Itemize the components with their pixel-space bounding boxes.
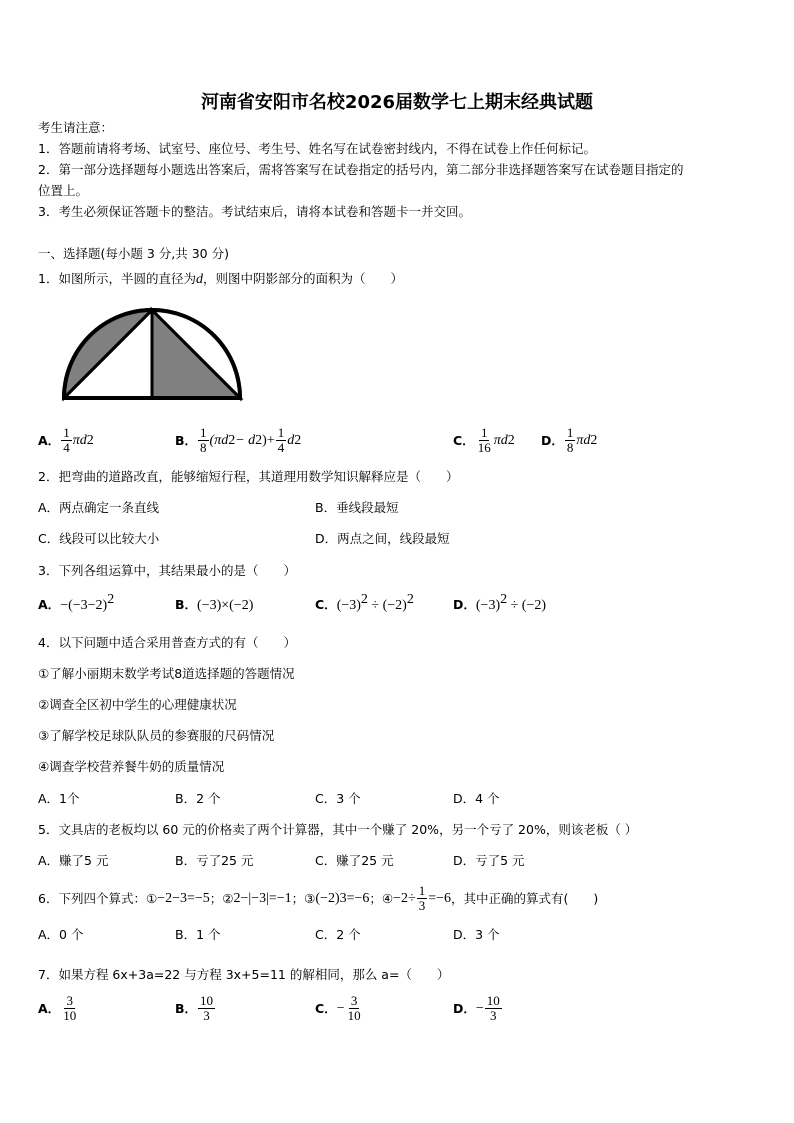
question-4-stem: 4．以下问题中适合采用普查方式的有（ ） xyxy=(38,635,296,650)
q2-option-c[interactable]: C．线段可以比较大小 xyxy=(38,531,160,546)
q1-c-label: C． xyxy=(453,432,475,448)
q3-option-b[interactable]: B．(−3)×(−2) xyxy=(175,597,254,613)
notice-heading: 考生请注意： xyxy=(38,120,114,135)
q6-option-b[interactable]: B．1 个 xyxy=(175,927,221,942)
q4-option-b[interactable]: B．2 个 xyxy=(175,791,221,806)
q6-expr-1: −2−3=−5 xyxy=(157,890,210,906)
q1-option-a[interactable]: A． $\frac{1}{4}$ πd 2 xyxy=(38,425,94,455)
q7-option-c[interactable]: C． − $\frac{3}{10}$ xyxy=(315,993,361,1023)
section-heading: 一、选择题(每小题 3 分,共 30 分) xyxy=(38,246,229,261)
q1-var: d xyxy=(195,272,203,287)
q4-option-c[interactable]: C．3 个 xyxy=(315,791,361,806)
q6-expr-3: (−2) xyxy=(315,890,340,906)
question-2-stem: 2．把弯曲的道路改直，能够缩短行程，其道理用数学知识解释应是（ ） xyxy=(38,469,459,484)
q2-option-d[interactable]: D．两点之间，线段最短 xyxy=(315,531,450,546)
q7-option-d[interactable]: D． − $\frac{10}{3}$ xyxy=(453,993,500,1023)
q1-b-label: B． xyxy=(175,432,198,448)
notice-item-2: 2．第一部分选择题每小题选出答案后，需将答案写在试卷指定的括号内，第二部分非选择题答案写在试卷题目指定的 xyxy=(38,162,684,177)
q4-option-a[interactable]: A．1个 xyxy=(38,791,80,806)
q3-option-c[interactable]: C．$(-3)^2 \div (-2)^2$ xyxy=(315,592,414,613)
q5-option-a[interactable]: A．赚了5 元 xyxy=(38,853,109,868)
q4-item-1: ①了解小丽期末数学考试8道选择题的答题情况 xyxy=(38,666,295,681)
q1-stem-end: ，则图中阴影部分的面积为（ ） xyxy=(202,271,403,286)
q3-option-d[interactable]: D．$(-3)^2 \div (-2)$ xyxy=(453,592,547,613)
question-3-stem: 3．下列各组运算中，其结果最小的是（ ） xyxy=(38,563,296,578)
q5-option-d[interactable]: D．亏了5 元 xyxy=(453,853,525,868)
q2-option-b[interactable]: B．垂线段最短 xyxy=(315,500,399,515)
q2-option-a[interactable]: A．两点确定一条直线 xyxy=(38,500,160,515)
q1-a-frac: $\frac{1}{4}$ xyxy=(63,425,70,455)
question-7-stem: 7．如果方程 6x+3a=22 与方程 3x+5=11 的解相同，那么 a=（ ） xyxy=(38,967,450,982)
semicircle-figure xyxy=(60,306,244,402)
q1-option-b[interactable]: B． $\frac{1}{8}$ (πd 2 − d 2 )+ $\frac{1}{4}$ d 2 xyxy=(175,425,302,455)
page-title: 河南省安阳市名校2026届数学七上期末经典试题 xyxy=(200,92,594,113)
q1-option-d[interactable]: D． $\frac{1}{8}$ πd 2 xyxy=(541,425,598,455)
notice-item-3: 3．考生必须保证答题卡的整洁。考试结束后，请将本试卷和答题卡一并交回。 xyxy=(38,204,471,219)
q1-a-expr: πd xyxy=(72,432,87,448)
q1-stem-text: 1．如图所示，半圆的直径为 xyxy=(38,271,196,286)
q1-option-c[interactable]: C． $\frac{1}{16}$ πd 2 xyxy=(453,425,515,455)
question-6-stem: 6．下列四个算式：① −2−3=−5 ；② 2−|−3|=−1 ；③ (−2) 3 =−6 ；④ −2÷ $\frac{1}{3}$ =−6 ，其中正确的算式有( ) xyxy=(38,883,599,913)
question-5-stem: 5．文具店的老板均以 60 元的价格卖了两个计算器，其中一个赚了 20%，另一个亏了 20%，则该老板（ ） xyxy=(38,822,638,837)
notice-item-2-cont: 位置上。 xyxy=(38,183,89,198)
q6-expr-2: 2−|−3|=−1 xyxy=(233,890,292,906)
q5-option-c[interactable]: C．赚了25 元 xyxy=(315,853,394,868)
q7-option-a[interactable]: A． $\frac{3}{10}$ xyxy=(38,993,77,1023)
q6-option-d[interactable]: D．3 个 xyxy=(453,927,500,942)
q7-option-b[interactable]: B． $\frac{10}{3}$ xyxy=(175,993,214,1023)
q6-expr-4: −2÷ xyxy=(393,890,416,906)
q4-item-2: ②调查全区初中学生的心理健康状况 xyxy=(38,697,237,712)
question-1-stem xyxy=(38,271,403,288)
q1-a-label: A． xyxy=(38,432,61,448)
q5-option-b[interactable]: B．亏了25 元 xyxy=(175,853,254,868)
q1-d-label: D． xyxy=(541,432,564,448)
q4-option-d[interactable]: D．4 个 xyxy=(453,791,500,806)
q6-option-c[interactable]: C．2 个 xyxy=(315,927,361,942)
q4-item-3: ③了解学校足球队队员的参赛服的尺码情况 xyxy=(38,728,275,743)
q6-option-a[interactable]: A．0 个 xyxy=(38,927,84,942)
notice-item-1: 1．答题前请将考场、试室号、座位号、考生号、姓名写在试卷密封线内，不得在试卷上作任何标记。 xyxy=(38,141,596,156)
q4-item-4: ④调查学校营养餐牛奶的质量情况 xyxy=(38,759,225,774)
q3-option-a[interactable]: A．$-(-3-2)^2$ xyxy=(38,592,115,613)
